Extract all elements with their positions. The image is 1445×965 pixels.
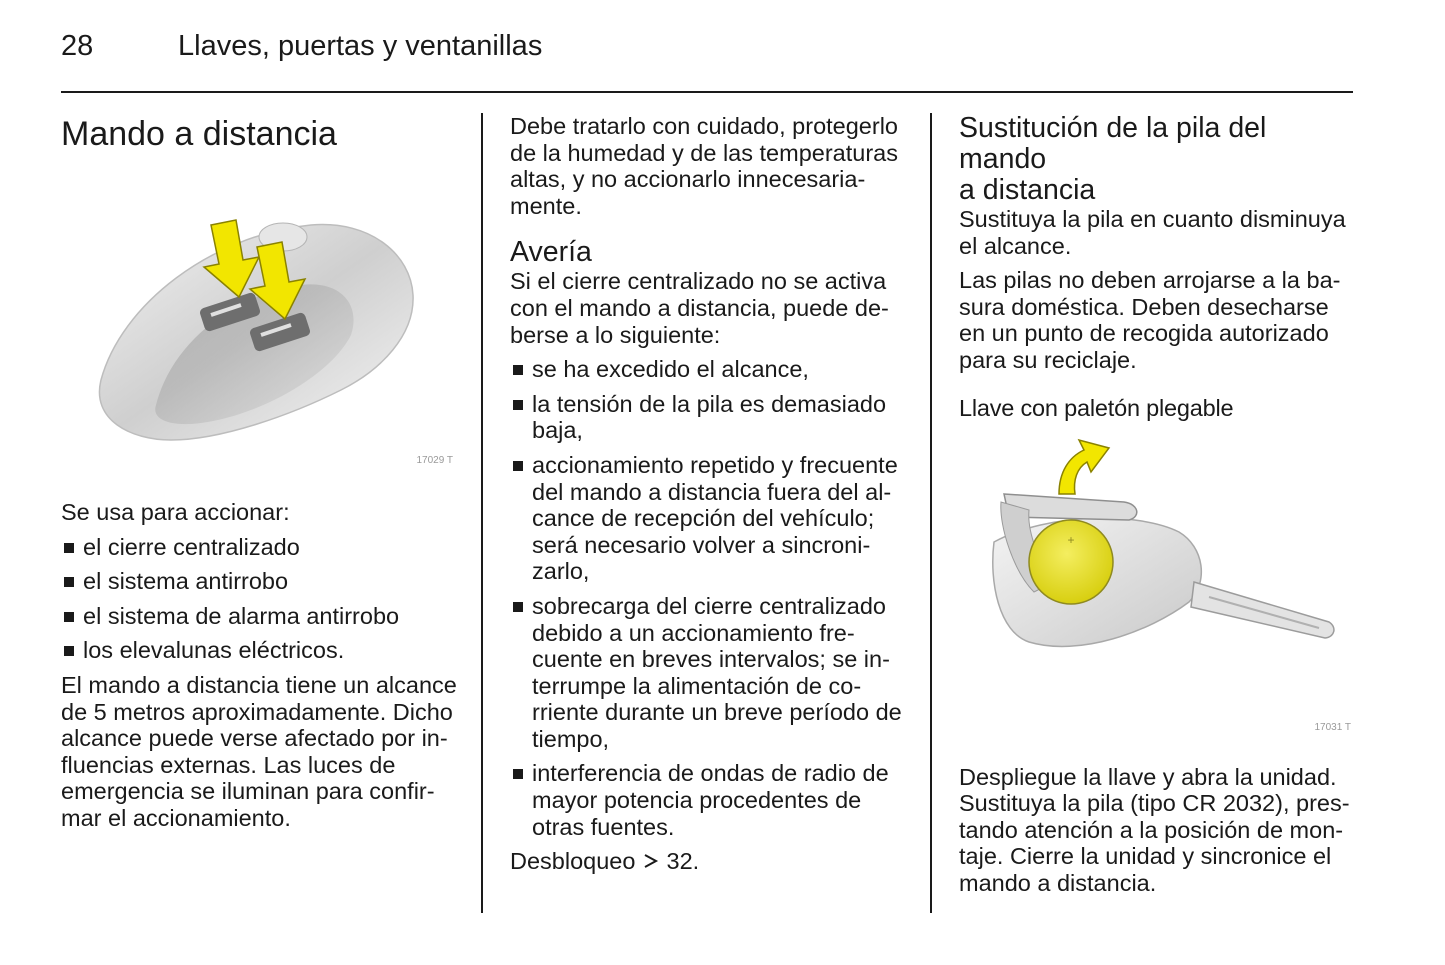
bullet-square-icon xyxy=(513,769,523,779)
battery-figure xyxy=(959,432,1355,744)
column-3 xyxy=(959,113,1359,897)
page-number: 28 xyxy=(61,30,94,62)
remote-key-figure xyxy=(61,165,457,477)
bullet-square-icon xyxy=(64,646,74,656)
column-2 xyxy=(510,113,910,875)
cross-reference[interactable]: Desbloqueo 32. xyxy=(510,848,700,875)
fault-paragraph: Si el cierre centralizado no se activa con el mando a distancia, puede de- berse a lo siguiente: xyxy=(510,268,889,348)
bullet-square-icon xyxy=(64,543,74,553)
folding-key-illustration xyxy=(959,432,1355,744)
svg-text:+: + xyxy=(1067,532,1075,547)
list-item: se ha excedido el alcance, xyxy=(510,356,910,383)
section-title: Llaves, puertas y ventanillas xyxy=(178,30,543,62)
figure-code: 17029 T xyxy=(416,455,453,467)
remote-key-illustration xyxy=(61,165,457,477)
list-item: los elevalunas eléctricos. xyxy=(61,637,461,664)
bullet-square-icon xyxy=(513,400,523,410)
list-item: el sistema de alarma antirrobo xyxy=(61,603,461,630)
open-arrow-icon xyxy=(1059,440,1109,494)
figure-code: 17031 T xyxy=(1314,721,1351,733)
function-list xyxy=(61,534,461,664)
folding-key-subheading: Llave con paletón plegable xyxy=(959,394,1234,421)
list-item: sobrecarga del cierre centralizado debido a un accionamiento fre- cuente en breves intervalos; se in- terrumpe la alimentación de co- rriente durante un breve período de tiempo, xyxy=(510,593,910,753)
intro-text: Se usa para accionar: xyxy=(61,499,290,525)
care-paragraph: Debe tratarlo con cuidado, protegerlo de la humedad y de las temperaturas altas, y no accionarlo innecesaria- mente. xyxy=(510,113,898,219)
fault-heading: Avería xyxy=(510,236,592,269)
bullet-square-icon xyxy=(64,577,74,587)
bullet-square-icon xyxy=(513,461,523,471)
page-reference-arrow-icon xyxy=(642,852,660,870)
section-heading: Mando a distancia xyxy=(61,115,337,153)
column-1 xyxy=(61,113,461,832)
battery-paragraph-3: Despliegue la llave y abra la unidad. Sustituya la pila (tipo CR 2032), pres- tando atención a la posición de mon- taje. Cierre la unidad y sincronice el mando a distancia. xyxy=(959,763,1350,896)
battery-paragraph-2: Las pilas no deben arrojarse a la ba- sura doméstica. Deben desecharse en un punto de recogida autorizado para su reciclaje. xyxy=(959,267,1341,373)
column-divider-1 xyxy=(481,113,483,913)
bullet-square-icon xyxy=(513,602,523,612)
list-item: la tensión de la pila es demasiado baja, xyxy=(510,391,910,444)
header-rule xyxy=(61,91,1353,93)
list-item: interferencia de ondas de radio de mayor potencia procedentes de otras fuentes. xyxy=(510,760,910,840)
bullet-square-icon xyxy=(64,612,74,622)
fault-causes-list xyxy=(510,356,910,840)
battery-heading: Sustitución de la pila del mando a distancia xyxy=(959,112,1267,206)
list-item: accionamiento repetido y frecuente del mando a distancia fuera del al- cance de recepción del vehículo; será necesario volver a sincroni- zarlo, xyxy=(510,452,910,585)
range-paragraph: El mando a distancia tiene un alcance de 5 metros aproximadamente. Dicho alcance puede verse afectado por in- fluencias externas. Las luces de emergencia se iluminan para confir- mar el accionamiento. xyxy=(61,671,457,831)
battery-paragraph-1: Sustituya la pila en cuanto disminuya el alcance. xyxy=(959,206,1346,259)
list-item: el sistema antirrobo xyxy=(61,568,461,595)
list-item: el cierre centralizado xyxy=(61,534,461,561)
column-divider-2 xyxy=(930,113,932,913)
bullet-square-icon xyxy=(513,365,523,375)
